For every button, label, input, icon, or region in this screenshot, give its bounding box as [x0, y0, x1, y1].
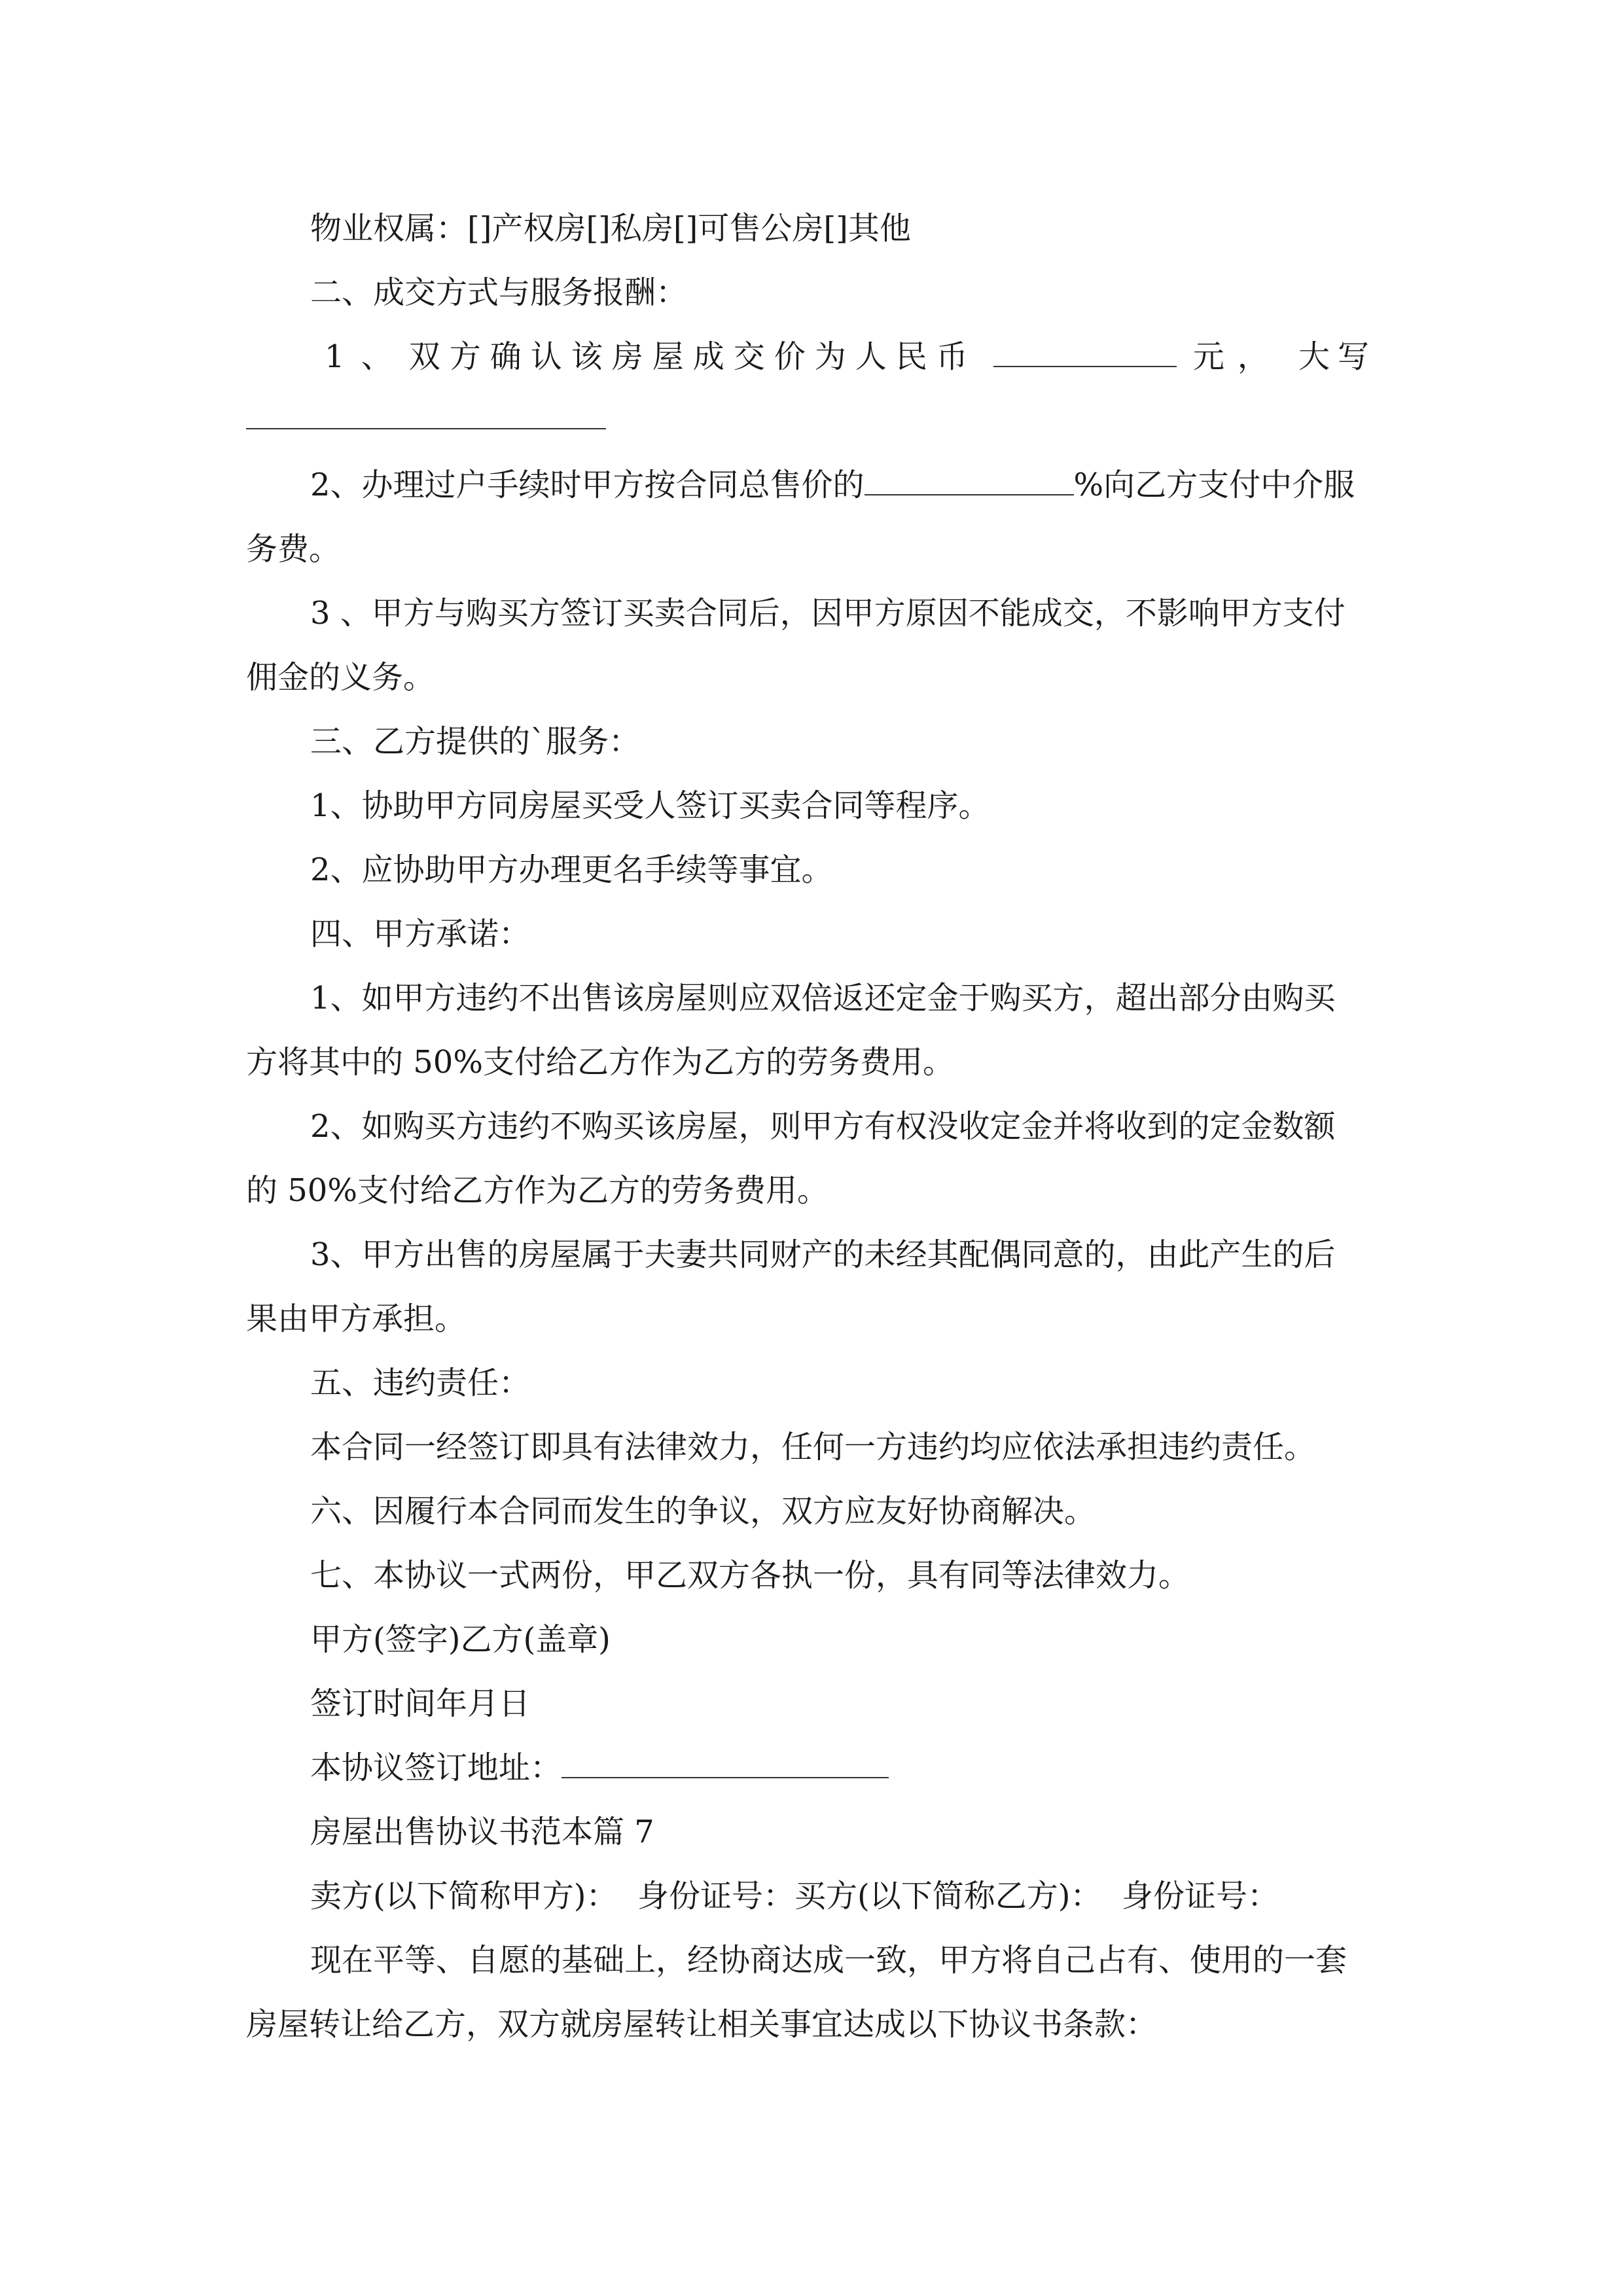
clause-4-3-line: 3、甲方出售的房屋属于夫妻共同财产的未经其配偶同意的，由此产生的后 — [310, 1236, 1336, 1273]
clause-4-1-line: 1、如甲方违约不出售该房屋则应双倍返还定金于购买方，超出部分由购买 — [310, 980, 1336, 1016]
section-2-heading: 二、成交方式与服务报酬： — [310, 274, 688, 311]
section-3-heading: 三、乙方提供的`服务： — [310, 723, 641, 760]
item-number: 1 — [325, 338, 345, 375]
commission-percent-blank — [865, 465, 1074, 495]
commission-line-cont: 务费。 — [246, 531, 341, 567]
commission-text-a: 2、办理过户手续时甲方按合同总售价的 — [310, 467, 865, 503]
price-confirm-text: 双方确认该房屋成交价为人民币 — [408, 338, 977, 375]
signing-address-line — [246, 1736, 1377, 1800]
section-6-line: 六、因履行本合同而发生的争议，双方应友好协商解决。 — [310, 1493, 1096, 1530]
commission-line — [246, 453, 1377, 517]
capital-amount-label: 大写 — [1298, 338, 1377, 375]
clause-5-line: 本合同一经签订即具有法律效力，任何一方违约均应依法承担违约责任。 — [310, 1429, 1316, 1465]
price-amount-blank — [993, 337, 1177, 367]
signing-date-line: 签订时间年月日 — [310, 1685, 531, 1722]
clause-2-3-cont: 佣金的义务。 — [246, 659, 435, 696]
clause-3-2-line: 2、应协助甲方办理更名手续等事宜。 — [310, 852, 833, 888]
signature-line: 甲方(签字)乙方(盖章) — [310, 1621, 611, 1658]
clause-4-2-line: 2、如购买方违约不购买该房屋，则甲方有权没收定金并将收到的定金数额 — [310, 1108, 1336, 1145]
signing-address-label: 本协议签订地址： — [310, 1749, 562, 1786]
capital-amount-blank — [246, 428, 606, 429]
currency-unit: 元， — [1192, 338, 1282, 375]
clause-4-3-cont: 果由甲方承担。 — [246, 1300, 467, 1337]
price-confirm-line — [246, 325, 1377, 389]
preamble-line: 现在平等、自愿的基础上，经协商达成一致，甲方将自己占有、使用的一套 — [310, 1942, 1347, 1979]
clause-4-1-cont: 方将其中的 50%支付给乙方作为乙方的劳务费用。 — [246, 1044, 954, 1081]
property-ownership-line: 物业权属：[]产权房[]私房[]可售公房[]其他 — [310, 210, 911, 247]
capital-amount-blank-row — [246, 389, 1377, 453]
parties-line: 卖方(以下简称甲方)： 身份证号：买方(以下简称乙方)： 身份证号： — [310, 1878, 1279, 1914]
document-body — [246, 196, 1377, 2056]
clause-3-1-line: 1、协助甲方同房屋买受人签订买卖合同等程序。 — [310, 787, 990, 824]
item-separator: 、 — [361, 338, 393, 375]
commission-text-b: %向乙方支付中介服 — [1073, 467, 1355, 503]
signing-address-blank — [562, 1748, 889, 1778]
section-7-line: 七、本协议一式两份，甲乙双方各执一份，具有同等法律效力。 — [310, 1557, 1190, 1594]
clause-2-3-line: 3 、甲方与购买方签订买卖合同后，因甲方原因不能成交，不影响甲方支付 — [310, 595, 1346, 632]
section-5-heading: 五、违约责任： — [310, 1365, 531, 1401]
preamble-cont: 房屋转让给乙方，双方就房屋转让相关事宜达成以下协议书条款： — [246, 2006, 1158, 2043]
sample-7-title: 房屋出售协议书范本篇 7 — [310, 1814, 654, 1850]
clause-4-2-cont: 的 50%支付给乙方作为乙方的劳务费用。 — [246, 1172, 829, 1209]
section-4-heading: 四、甲方承诺： — [310, 916, 531, 952]
